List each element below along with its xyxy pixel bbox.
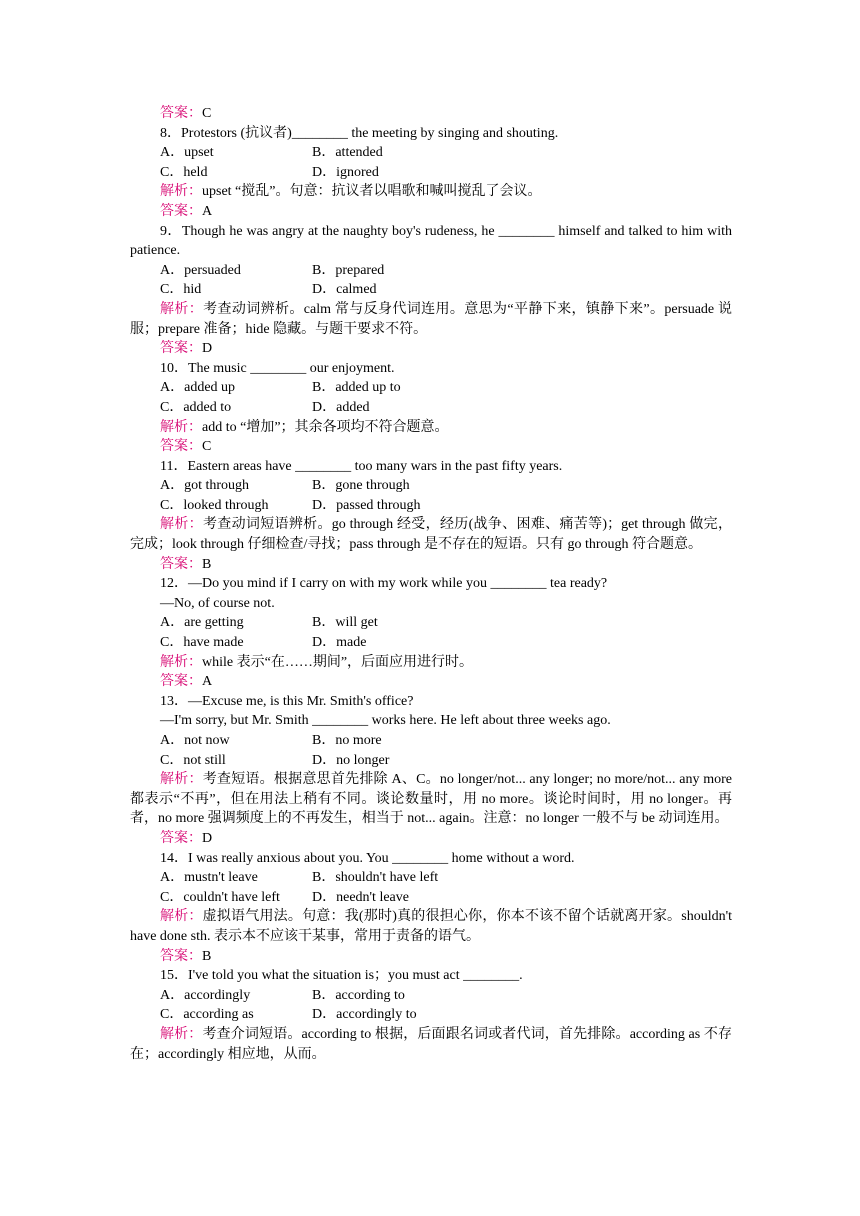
option-left: C．looked through xyxy=(160,497,269,513)
answer-value: B xyxy=(202,948,212,964)
answer-value: A xyxy=(202,203,213,219)
explanation-line xyxy=(130,418,732,438)
option-row xyxy=(130,143,732,163)
explanation-label: 解析： xyxy=(160,301,204,317)
question-stem: 11．Eastern areas have ________ too many wars in the past fifty years. xyxy=(160,458,563,474)
question-stem: 14．I was really anxious about you. You ________ home without a word. xyxy=(160,850,575,866)
option-right: D．no longer xyxy=(312,752,390,768)
option-row xyxy=(130,986,732,1006)
explanation-text: while 表示“在……期间”，后面应用进行时。 xyxy=(202,654,474,670)
explanation-paragraph xyxy=(130,1025,732,1064)
option-left: C．according as xyxy=(160,1007,254,1023)
option-right: B．will get xyxy=(312,615,378,631)
option-right: D．needn't leave xyxy=(312,889,409,905)
option-row xyxy=(130,868,732,888)
explanation-text: upset “搅乱”。句意：抗议者以唱歌和喊叫搅乱了会议。 xyxy=(202,184,542,200)
answer-label: 答案： xyxy=(160,556,202,572)
answer-value: B xyxy=(202,556,212,572)
dialogue-line: —No, of course not. xyxy=(160,595,275,611)
answer-value: D xyxy=(202,341,213,357)
question-stem: 10．The music ________ our enjoyment. xyxy=(160,360,395,376)
option-left: C．couldn't have left xyxy=(160,889,280,905)
explanation-text: 虚拟语气用法。句意：我(那时)真的很担心你，你本不该不留个话就离开家。shouldn't have done sth. 表示本不应该干某事，常用于责备的语气。 xyxy=(130,909,733,944)
dialogue-line: —I'm sorry, but Mr. Smith ________ works here. He left about three weeks ago. xyxy=(160,713,611,729)
explanation-text: 考查动词短语辨析。go through 经受，经历(战争、困难、痛苦等)；get through 做完，完成；look through 仔细检查/寻找；pass through 是不存在的短语。只有 go through 符合题意。 xyxy=(130,517,732,553)
option-right: B．attended xyxy=(312,145,383,161)
answer-value: C xyxy=(202,439,212,455)
answer-line xyxy=(130,555,732,575)
option-row xyxy=(130,261,732,281)
explanation-text: add to “增加”；其余各项均不符合题意。 xyxy=(202,419,449,435)
option-row xyxy=(130,280,732,300)
option-left: C．have made xyxy=(160,635,244,651)
question-stem: 12．—Do you mind if I carry on with my work while you ________ tea ready? xyxy=(160,576,608,592)
question-stem: 9．Though he was angry at the naughty boy's rudeness, he ________ himself and talked to him with patience. xyxy=(130,223,732,259)
answer-line xyxy=(130,947,732,967)
explanation-line xyxy=(130,653,732,673)
answer-label: 答案： xyxy=(160,439,202,455)
explanation-line xyxy=(130,182,732,202)
option-right: D．calmed xyxy=(312,282,377,298)
option-row xyxy=(130,633,732,653)
option-left: A．persuaded xyxy=(160,262,241,278)
explanation-paragraph xyxy=(130,300,732,339)
answer-line xyxy=(130,202,732,222)
explanation-label: 解析： xyxy=(160,517,203,533)
option-row xyxy=(130,378,732,398)
option-right: D．made xyxy=(312,635,367,651)
explanation-label: 解析： xyxy=(160,654,202,670)
option-right: D．ignored xyxy=(312,164,379,180)
answer-line xyxy=(130,339,732,359)
option-row xyxy=(130,613,732,633)
option-right: D．accordingly to xyxy=(312,1007,417,1023)
option-left: A．got through xyxy=(160,478,250,494)
question-stem: 13．—Excuse me, is this Mr. Smith's office? xyxy=(160,693,414,709)
option-row xyxy=(130,476,732,496)
document-page xyxy=(130,104,732,1064)
question-stem: 15．I've told you what the situation is；you must act ________. xyxy=(160,968,523,984)
explanation-label: 解析： xyxy=(160,909,203,925)
answer-value: A xyxy=(202,674,213,690)
answer-label: 答案： xyxy=(160,674,202,690)
option-right: D．added xyxy=(312,399,370,415)
option-row xyxy=(130,751,732,771)
answer-label: 答案： xyxy=(160,106,202,121)
explanation-paragraph xyxy=(130,515,732,554)
option-right: B．shouldn't have left xyxy=(312,870,439,886)
option-row xyxy=(130,1005,732,1025)
option-right: D．passed through xyxy=(312,497,421,513)
option-row xyxy=(130,398,732,418)
explanation-label: 解析： xyxy=(160,184,202,200)
answer-label: 答案： xyxy=(160,203,202,219)
answer-line xyxy=(130,437,732,457)
question-stem: 8．Protestors (抗议者)________ the meeting by singing and shouting. xyxy=(160,125,559,141)
explanation-label: 解析： xyxy=(160,419,202,435)
answer-label: 答案： xyxy=(160,948,202,964)
answer-label: 答案： xyxy=(160,341,202,357)
answer-value: C xyxy=(202,106,212,121)
answer-line xyxy=(130,829,732,849)
option-row xyxy=(130,731,732,751)
explanation-text: 考查短语。根据意思首先排除 A、C。no longer/not... any longer; no more/not... any more 都表示“不再”，但在用法上稍有不同。谈论数量时，用 no more。谈论时间时，用 no longer。再者，no more 强调频度上的不再发生，相当于 not... again。注意：no longer 一般不与 be 动词连用。 xyxy=(130,772,733,827)
answer-line xyxy=(130,104,732,124)
answer-label: 答案： xyxy=(160,830,202,846)
option-left: A．mustn't leave xyxy=(160,870,258,886)
explanation-text: 考查动词辨析。calm 常与反身代词连用。意思为“平静下来，镇静下来”。persuade 说服；prepare 准备；hide 隐藏。与题干要求不符。 xyxy=(130,301,733,337)
option-right: B．added up to xyxy=(312,380,401,396)
explanation-paragraph xyxy=(130,907,732,946)
option-left: A．added up xyxy=(160,380,236,396)
option-row xyxy=(130,888,732,908)
option-left: A．accordingly xyxy=(160,987,251,1003)
option-right: B．gone through xyxy=(312,478,410,494)
option-left: A．are getting xyxy=(160,615,244,631)
option-right: B．no more xyxy=(312,733,382,748)
option-left: C．added to xyxy=(160,399,232,415)
option-left: C．held xyxy=(160,164,208,180)
explanation-paragraph xyxy=(130,770,732,829)
answer-value: D xyxy=(202,830,213,846)
option-left: C．hid xyxy=(160,282,202,298)
option-right: B．according to xyxy=(312,987,405,1003)
option-left: A．not now xyxy=(160,733,230,748)
answer-line xyxy=(130,672,732,692)
explanation-label: 解析： xyxy=(160,772,203,788)
explanation-text: 考查介词短语。according to 根据，后面跟名词或者代词，首先排除。according as 不存在；accordingly 相应地，从而。 xyxy=(130,1026,733,1062)
explanation-label: 解析： xyxy=(160,1026,203,1042)
option-left: A．upset xyxy=(160,145,214,161)
option-row xyxy=(130,163,732,183)
option-right: B．prepared xyxy=(312,262,385,278)
option-row xyxy=(130,496,732,516)
option-left: C．not still xyxy=(160,752,226,768)
